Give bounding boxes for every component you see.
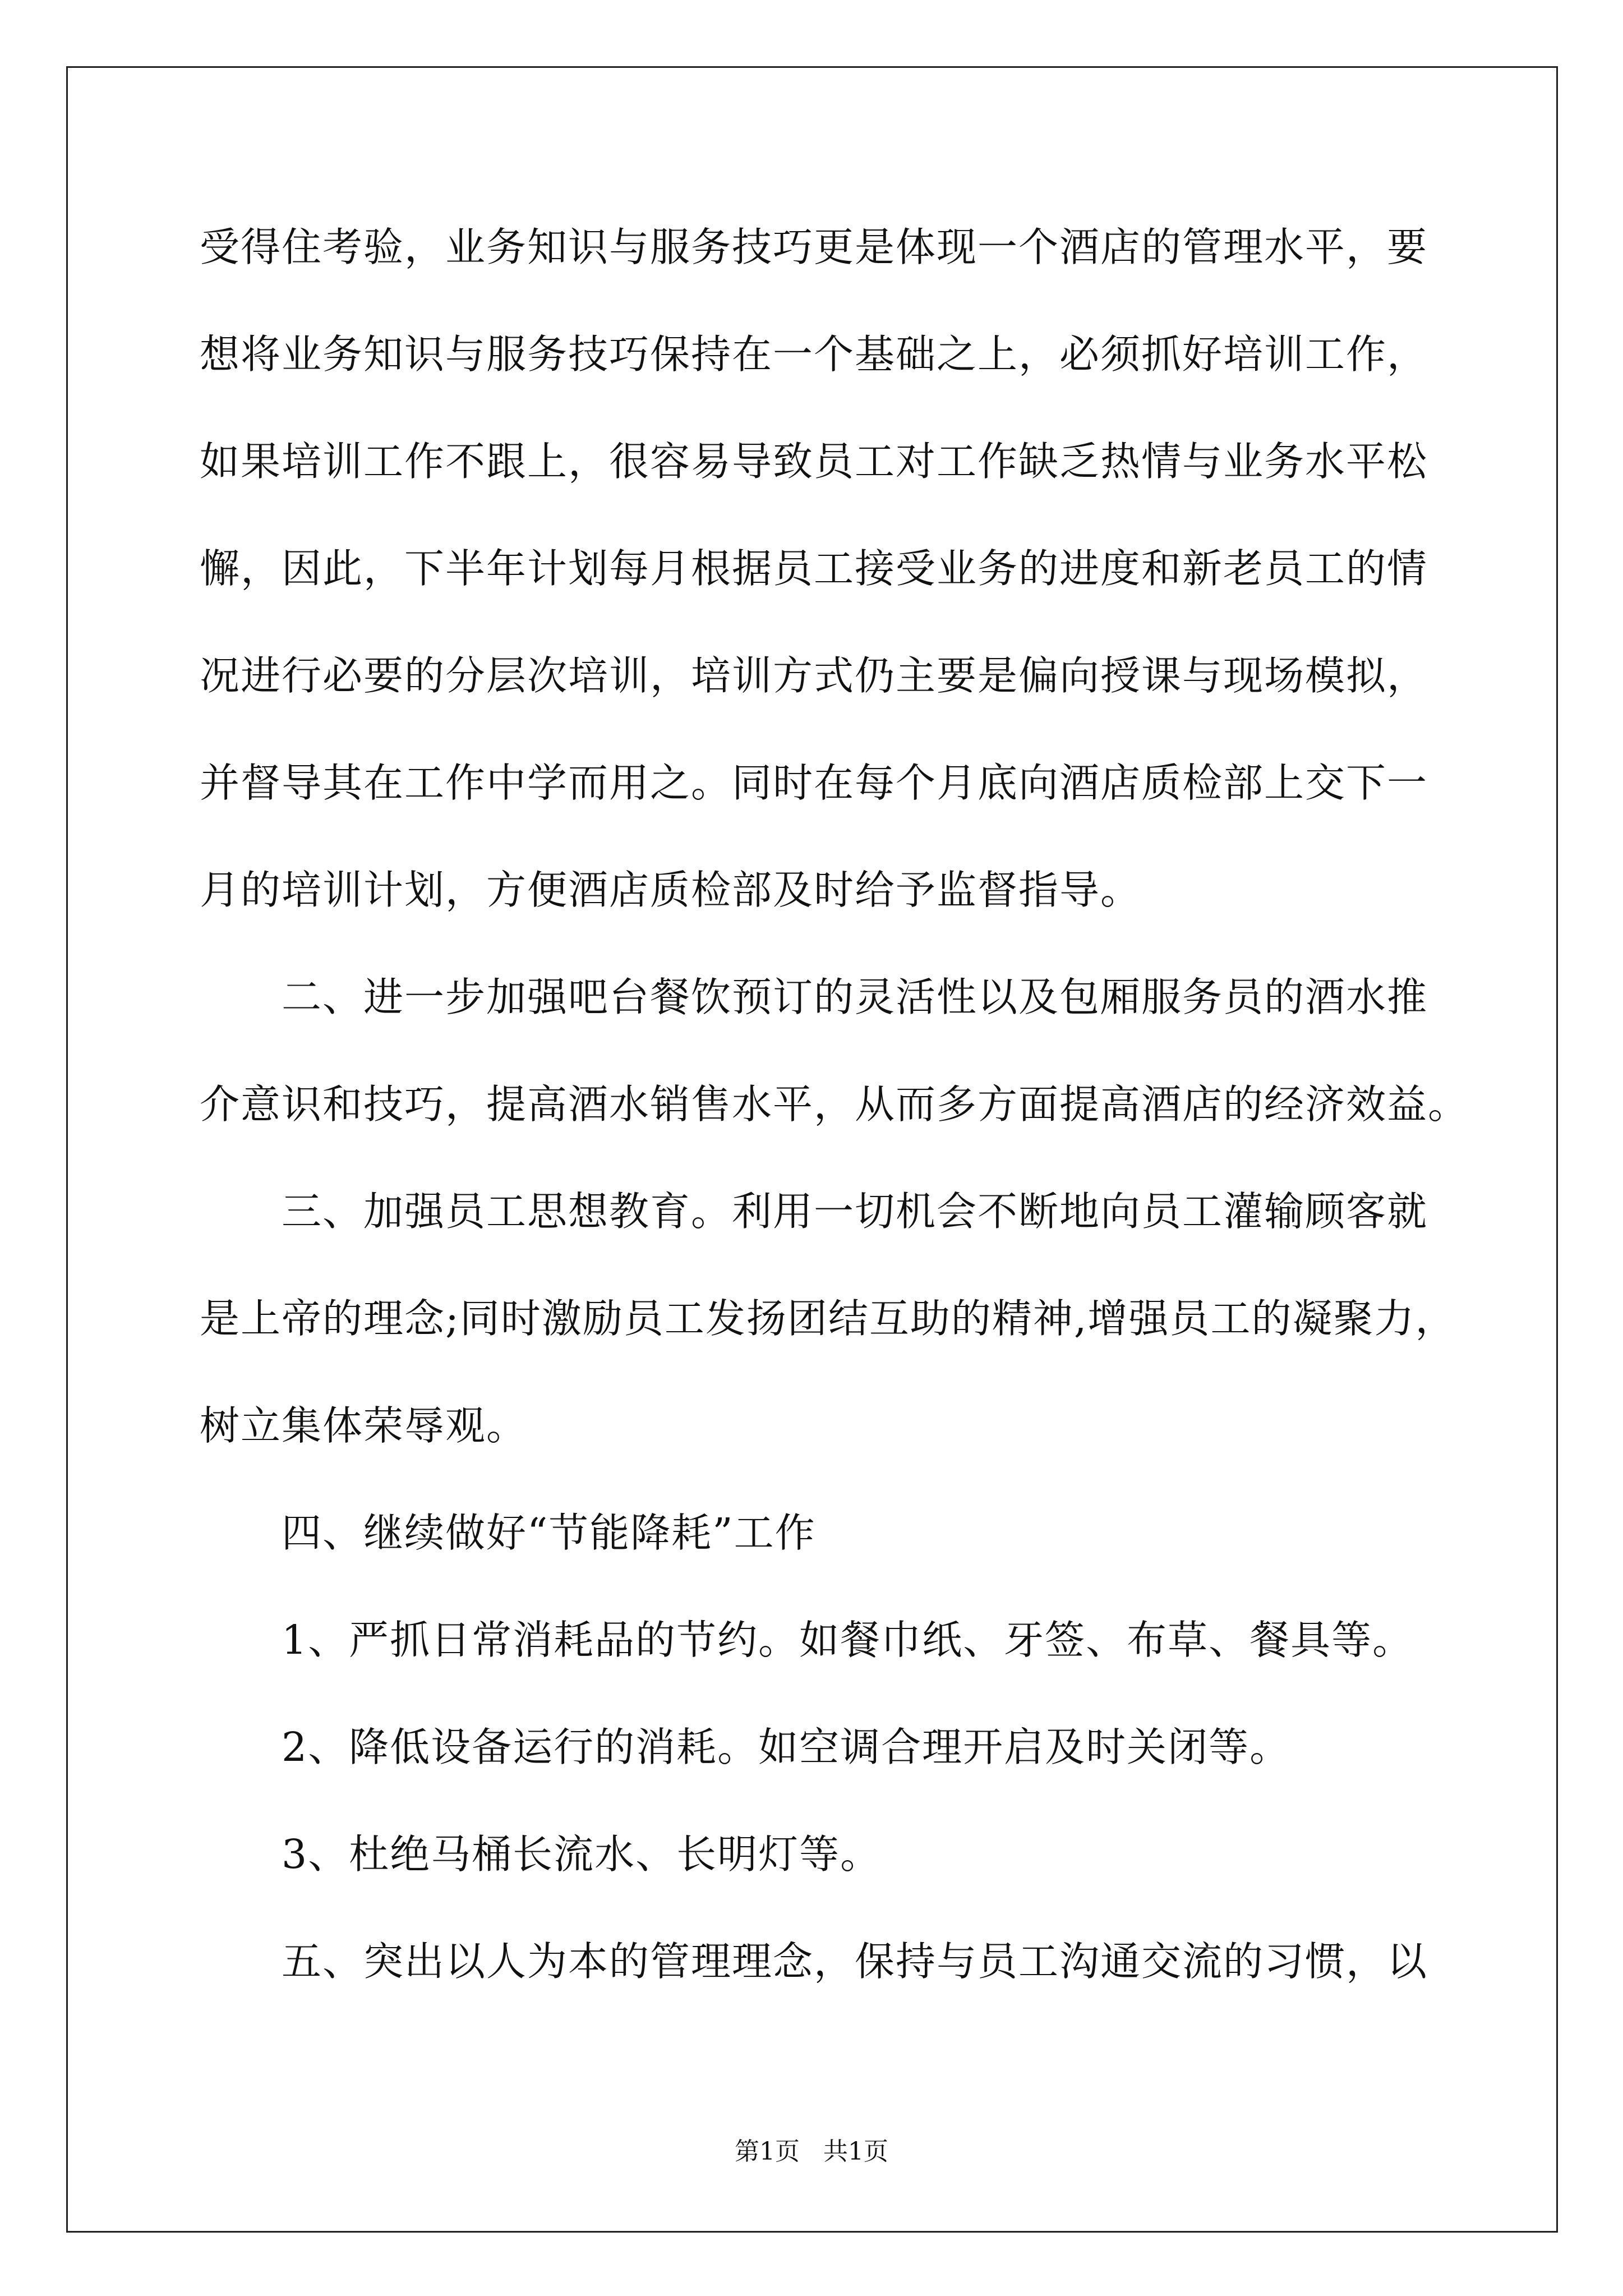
text-line: 受得住考验，业务知识与服务技巧更是体现一个酒店的管理水平，要 [200, 224, 1428, 270]
text-line: 况进行必要的分层次培训，培训方式仍主要是偏向授课与现场模拟， [200, 652, 1428, 699]
text-line: 1、严抓日常消耗品的节约。如餐巾纸、牙签、布草、餐具等。 [200, 1617, 1414, 1663]
text-line: 介意识和技巧，提高酒水销售水平，从而多方面提高酒店的经济效益。 [200, 1081, 1469, 1128]
text-line: 三、加强员工思想教育。利用一切机会不断地向员工灌输顾客就 [200, 1188, 1428, 1235]
text-line: 并督导其在工作中学而用之。同时在每个月底向酒店质检部上交下一 [200, 760, 1428, 806]
page-number: 第1页 [735, 2137, 800, 2166]
text-line: 二、进一步加强吧台餐饮预订的灵活性以及包厢服务员的酒水推 [200, 974, 1428, 1020]
text-line: 3、杜绝马桶长流水、长明灯等。 [200, 1831, 882, 1878]
page-border [66, 66, 1558, 2233]
page-total: 共1页 [823, 2137, 888, 2166]
text-line: 2、降低设备运行的消耗。如空调合理开启及时关闭等。 [200, 1724, 1291, 1770]
page-footer [0, 2135, 1623, 2169]
text-line: 想将业务知识与服务技巧保持在一个基础之上，必须抓好培训工作， [200, 331, 1428, 378]
text-line: 五、突出以人为本的管理理念，保持与员工沟通交流的习惯，以 [200, 1938, 1428, 1985]
text-line: 如果培训工作不跟上，很容易导致员工对工作缺乏热情与业务水平松 [200, 438, 1428, 485]
text-line: 月的培训计划，方便酒店质检部及时给予监督指导。 [200, 867, 1142, 913]
text-line: 是上帝的理念;同时激励员工发扬团结互助的精神,增强员工的凝聚力， [200, 1295, 1456, 1342]
text-line: 树立集体荣辱观。 [200, 1402, 528, 1449]
text-line: 懈，因此，下半年计划每月根据员工接受业务的进度和新老员工的情 [200, 545, 1428, 592]
text-line: 四、继续做好“节能降耗”工作 [200, 1510, 816, 1556]
